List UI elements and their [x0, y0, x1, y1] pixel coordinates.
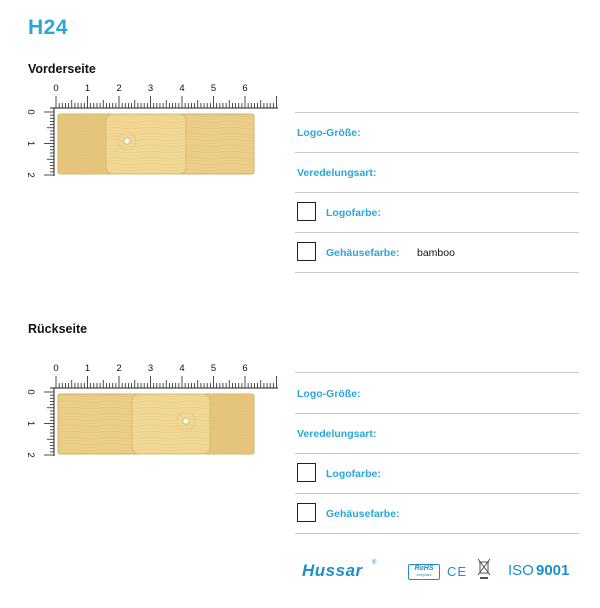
ruler-h-tick-label: 1	[84, 363, 91, 374]
front-finishing-label: Veredelungsart:	[297, 167, 377, 179]
ruler-h-tick-label: 1	[84, 83, 91, 94]
back-usb-drawing	[58, 394, 254, 454]
back-logo-color-label: Logofarbe:	[326, 468, 381, 480]
ruler-h-tick-label: 5	[210, 363, 217, 374]
back-finishing-label: Veredelungsart:	[297, 428, 377, 440]
ruler-h-tick-label: 6	[242, 363, 248, 374]
ruler-h-tick-label: 3	[147, 363, 154, 374]
front-line-0	[295, 112, 579, 113]
ruler-h-tick-label: 3	[147, 83, 154, 94]
front-logo-size-label: Logo-Größe:	[297, 127, 361, 139]
back-section-title: Rückseite	[28, 322, 88, 336]
rohs-badge	[408, 564, 440, 580]
back-line-2	[295, 453, 579, 454]
ruler-v-tick-label: 2	[25, 452, 36, 458]
ruler-h-tick-label: 2	[116, 83, 122, 94]
back-logo-size-label: Logo-Größe:	[297, 388, 361, 400]
front-logo-color-checkbox[interactable]	[297, 202, 316, 221]
back-line-4	[295, 533, 579, 534]
rohs-text: RoHS	[414, 565, 434, 572]
front-line-4	[295, 272, 579, 273]
front-ruler-diagram	[20, 78, 282, 182]
ruler-h-tick-label: 6	[242, 83, 248, 94]
ce-mark: CE	[447, 564, 468, 579]
front-line-2	[295, 192, 579, 193]
back-line-1	[295, 413, 579, 414]
back-housing-color-checkbox[interactable]	[297, 503, 316, 522]
front-housing-color-label: Gehäusefarbe:	[326, 247, 400, 259]
iso-number: 9001	[536, 562, 570, 579]
back-housing-color-label: Gehäusefarbe:	[326, 508, 400, 520]
back-ruler-diagram	[20, 358, 282, 462]
front-vertical-ruler	[25, 108, 54, 178]
hussar-logo: Hussar	[302, 561, 363, 580]
ruler-v-tick-label: 0	[25, 389, 36, 395]
ruler-h-tick-label: 4	[179, 363, 185, 374]
ruler-h-tick-label: 0	[53, 363, 59, 374]
back-horizontal-ruler	[50, 363, 278, 388]
front-housing-color-value: bamboo	[417, 247, 455, 259]
ruler-h-tick-label: 0	[53, 83, 59, 94]
ruler-v-tick-label: 1	[25, 420, 36, 427]
ruler-h-tick-label: 5	[210, 83, 217, 94]
front-section-title: Vorderseite	[28, 62, 96, 76]
back-vertical-ruler	[25, 388, 54, 458]
ruler-h-tick-label: 4	[179, 83, 185, 94]
front-logo-color-label: Logofarbe:	[326, 207, 381, 219]
ruler-v-tick-label: 0	[25, 109, 36, 115]
ruler-v-tick-label: 1	[25, 140, 36, 147]
weee-bin-icon	[476, 558, 492, 580]
registered-mark-icon: ®	[372, 560, 377, 566]
back-line-0	[295, 372, 579, 373]
front-line-3	[295, 232, 579, 233]
certification-footer	[302, 558, 582, 588]
iso-prefix: ISO	[508, 562, 534, 579]
front-usb-drawing	[58, 114, 254, 174]
ruler-v-tick-label: 2	[25, 172, 36, 178]
front-horizontal-ruler	[50, 83, 278, 108]
back-line-3	[295, 493, 579, 494]
ruler-h-tick-label: 2	[116, 363, 122, 374]
front-line-1	[295, 152, 579, 153]
front-housing-color-checkbox[interactable]	[297, 242, 316, 261]
rohs-sub-text: compliant	[416, 573, 432, 577]
model-code: H24	[28, 16, 69, 39]
back-logo-color-checkbox[interactable]	[297, 463, 316, 482]
